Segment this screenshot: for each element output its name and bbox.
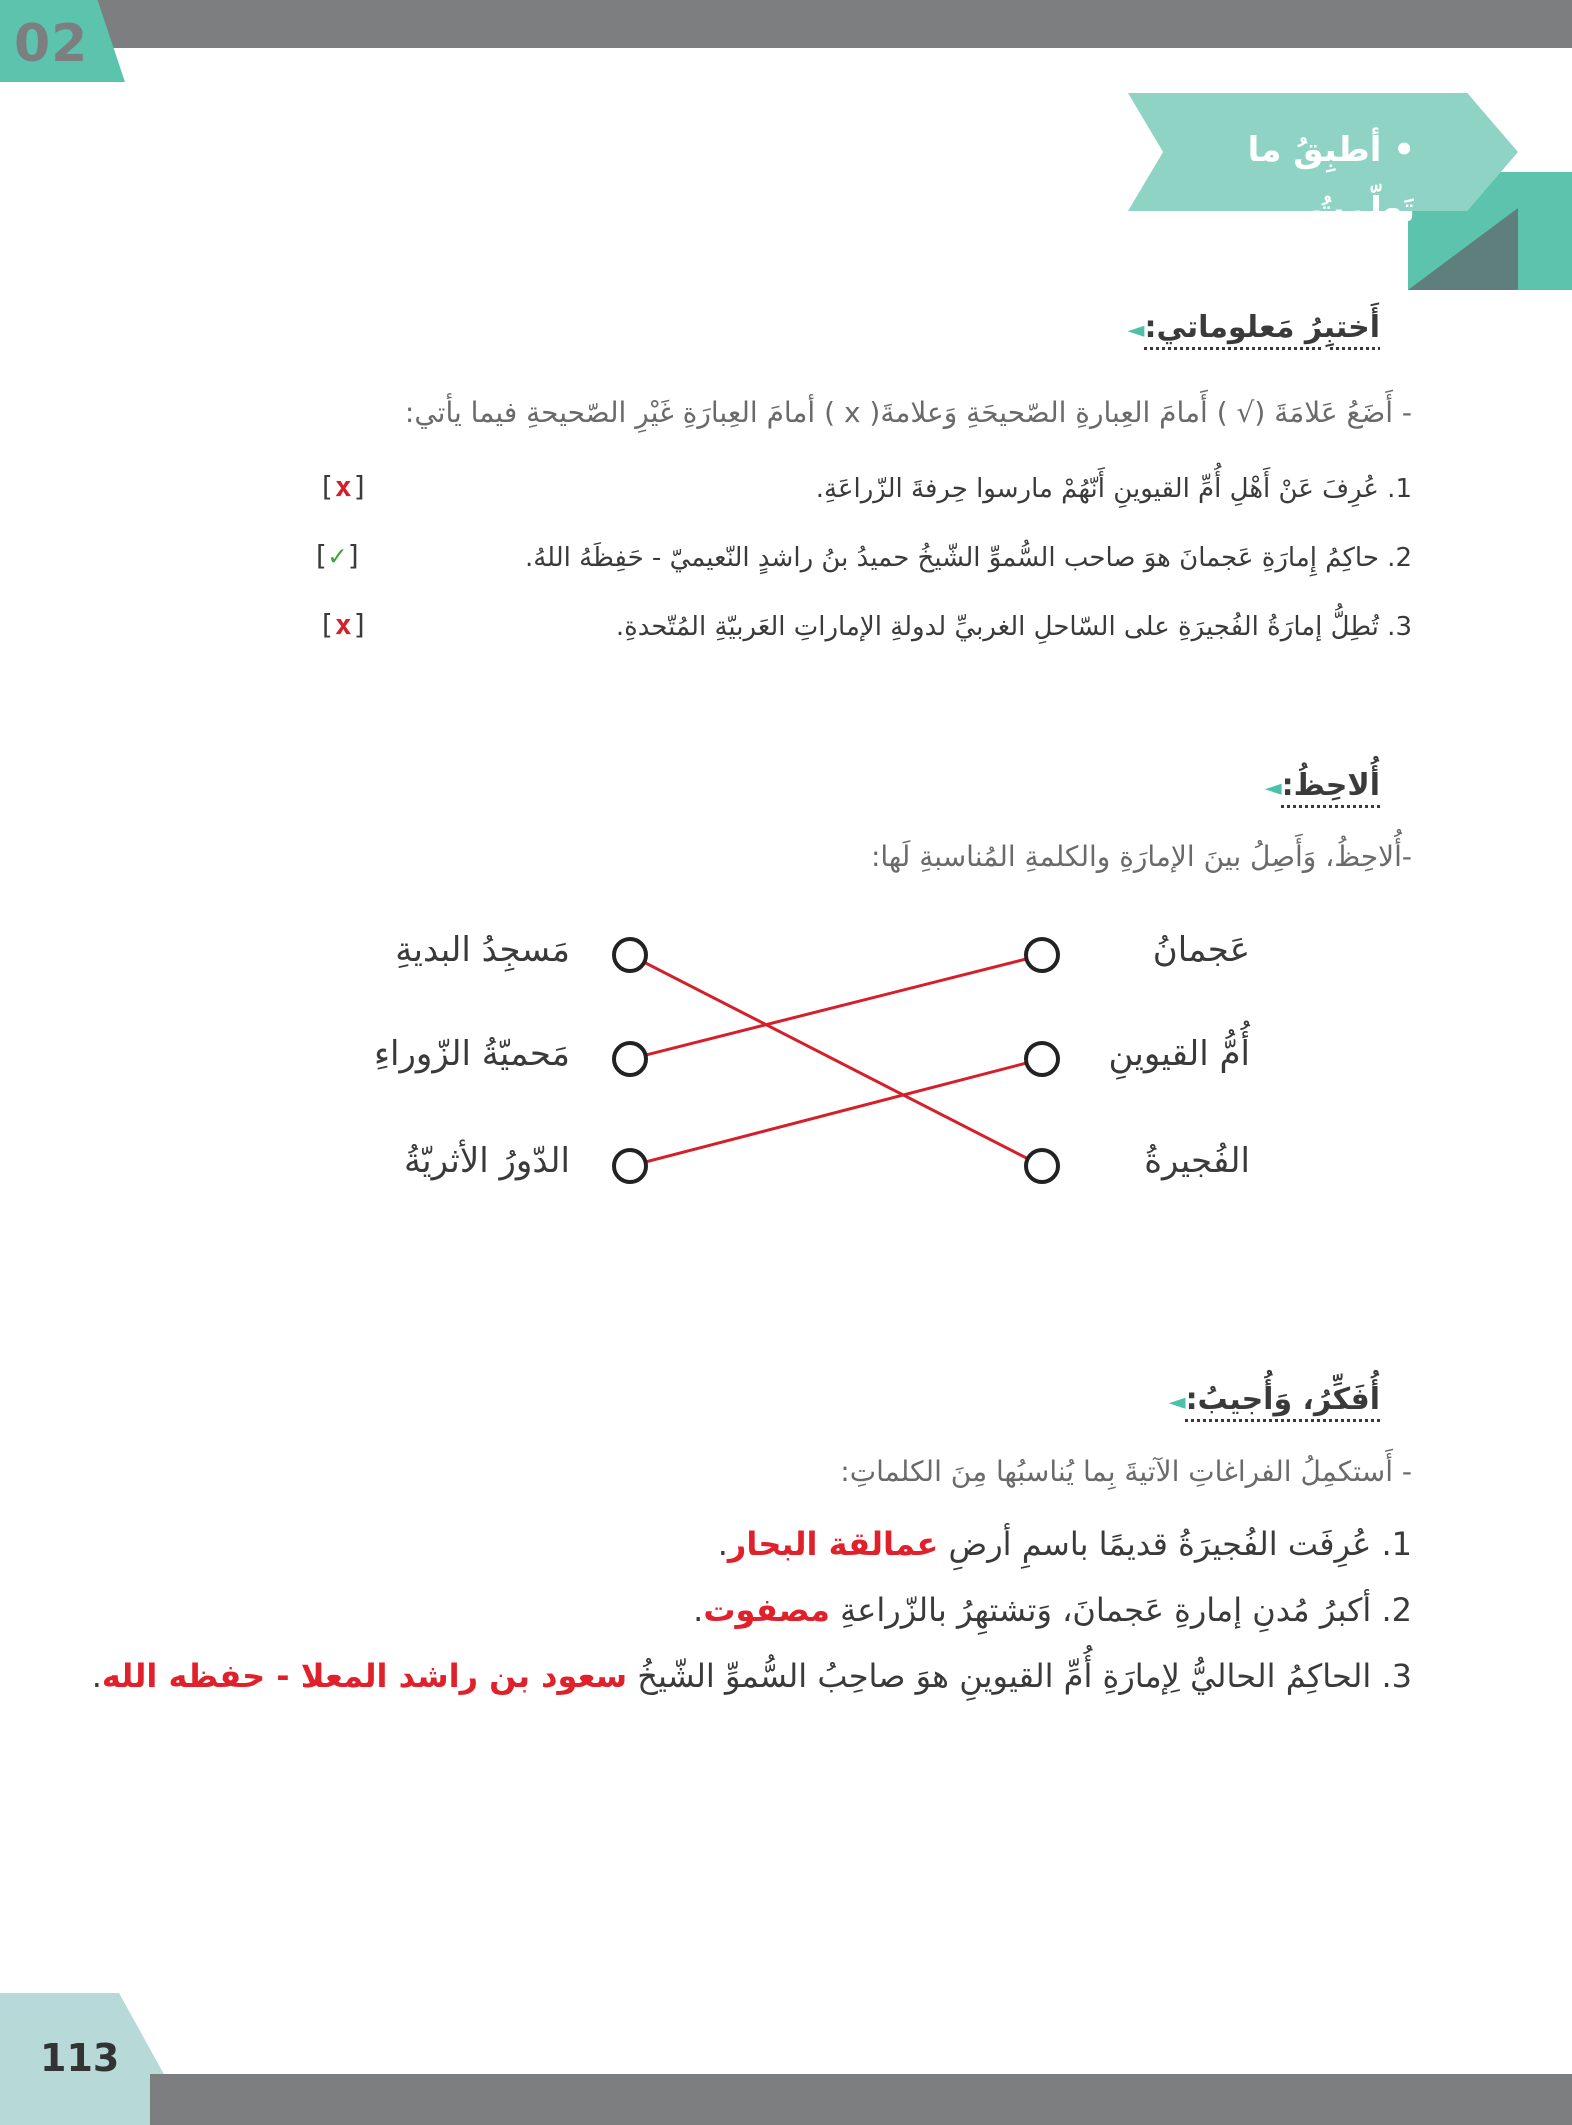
emirate-dot-1	[1026, 939, 1058, 971]
answer-mark-2: [✓]	[312, 539, 363, 572]
landmark-heritage-houses: الدّورُ الأثريّةُ	[403, 1141, 570, 1181]
fill-item-3-text: 3. الحاكِمُ الحاليُّ لِإمارَةِ أُمِّ القيوينِ هوَ صاحِبُ السُّموِّ الشّيخُ	[637, 1657, 1412, 1695]
triangle-icon: ◄	[1127, 318, 1145, 343]
think-instruction: - أَستكمِلُ الفراغاتِ الآتيةَ بِما يُناسبُها مِنَ الكلماتِ:	[840, 1455, 1412, 1488]
test-instruction: - أَضَعُ عَلامَةَ (√ ) أَمامَ العِبارةِ الصّحيحَةِ وَعلامةَ( x ) أمامَ العِبارَةِ غَيْرِ الصّحيحةِ فيما يأتي:	[404, 396, 1412, 429]
chapter-number: 02	[14, 14, 89, 74]
fill-item-3-end: .	[91, 1657, 102, 1695]
fill-item-2-end: .	[693, 1591, 704, 1629]
page-number: 113	[40, 2036, 120, 2080]
emirate-fujairah: الفُجيرةُ	[1144, 1141, 1250, 1181]
match-line-umm-al-quwain	[630, 1059, 1042, 1166]
observe-instruction: -أُلاحِظُ، وَأَصِلُ بينَ الإمارَةِ والكلمةِ المُناسبةِ لَها:	[870, 840, 1412, 873]
test-heading-label: أَختبِرُ مَعلوماتي:	[1144, 310, 1380, 345]
test-item-3: 3. تُطِلُّ إمارَةُ الفُجيرَةِ على السّاحلِ الغربيِّ لدولةِ الإماراتِ العَربيّةِ المُتّحدةِ.	[615, 612, 1412, 642]
fill-item-2	[300, 1591, 1412, 1629]
emirate-dot-2	[1026, 1043, 1058, 1075]
landmark-dot-2	[614, 1043, 646, 1075]
match-line-ajman	[630, 955, 1042, 1059]
landmark-dot-3	[614, 1150, 646, 1182]
landmark-zawra-reserve: مَحميّةُ الزّوراءِ	[374, 1034, 570, 1074]
cross-mark-icon: x	[334, 470, 352, 503]
fill-item-3-answer: سعود بن راشد المعلا - حفظه الله	[101, 1657, 628, 1695]
answer-mark-1: [x]	[318, 470, 369, 503]
answer-mark-3: [x]	[318, 608, 369, 641]
think-section-heading	[900, 1382, 1380, 1417]
emirate-dot-3	[1026, 1150, 1058, 1182]
cross-mark-icon: x	[334, 608, 352, 641]
triangle-icon: ◄	[1168, 1390, 1186, 1415]
test-item-2: 2. حاكِمُ إِمارَةِ عَجمانَ هوَ صاحب السُّموِّ الشّيخُ حميدُ بنُ راشدٍ النّعيميّ - حَفِظَهُ اللهُ.	[524, 543, 1412, 573]
fill-item-1-text: 1. عُرِفَت الفُجيرَةُ قديمًا باسمِ أرضِ	[948, 1525, 1412, 1563]
fill-item-2-answer: مصفوت	[703, 1591, 830, 1629]
triangle-icon: ◄	[1264, 776, 1282, 801]
emirate-umm-al-quwain: أُمُّ القيوينِ	[1108, 1034, 1250, 1074]
match-line-fujairah	[630, 955, 1042, 1166]
fill-item-2-text: 2. أكبرُ مُدنِ إمارةِ عَجمانَ، وَتشتهِرُ بالزّراعةِ	[840, 1591, 1412, 1629]
observe-heading-label: أُلاحِظُ:	[1281, 768, 1380, 803]
test-item-1: 1. عُرِفَ عَنْ أَهْلِ أُمِّ القيوينِ أَنّهُمْ مارسوا حِرفةَ الزّراعَةِ.	[815, 474, 1412, 504]
fill-item-1-answer: عمالقة البحار	[727, 1525, 939, 1563]
fill-item-1	[300, 1525, 1412, 1563]
landmark-dot-1	[614, 939, 646, 971]
think-heading-label: أُفَكِّرُ، وَأُجيبُ:	[1185, 1382, 1380, 1417]
landmark-bidiyah-mosque: مَسجِدُ البديةِ	[395, 930, 570, 970]
bottom-bar	[150, 2074, 1572, 2125]
fill-item-1-end: .	[717, 1525, 728, 1563]
emirate-ajman: عَجمانُ	[1152, 930, 1250, 970]
check-mark-icon: ✓	[328, 539, 346, 572]
fill-item-3	[60, 1657, 1412, 1695]
banner-title: • أطبِقُ ما تَعلّمتُ	[1247, 130, 1415, 230]
